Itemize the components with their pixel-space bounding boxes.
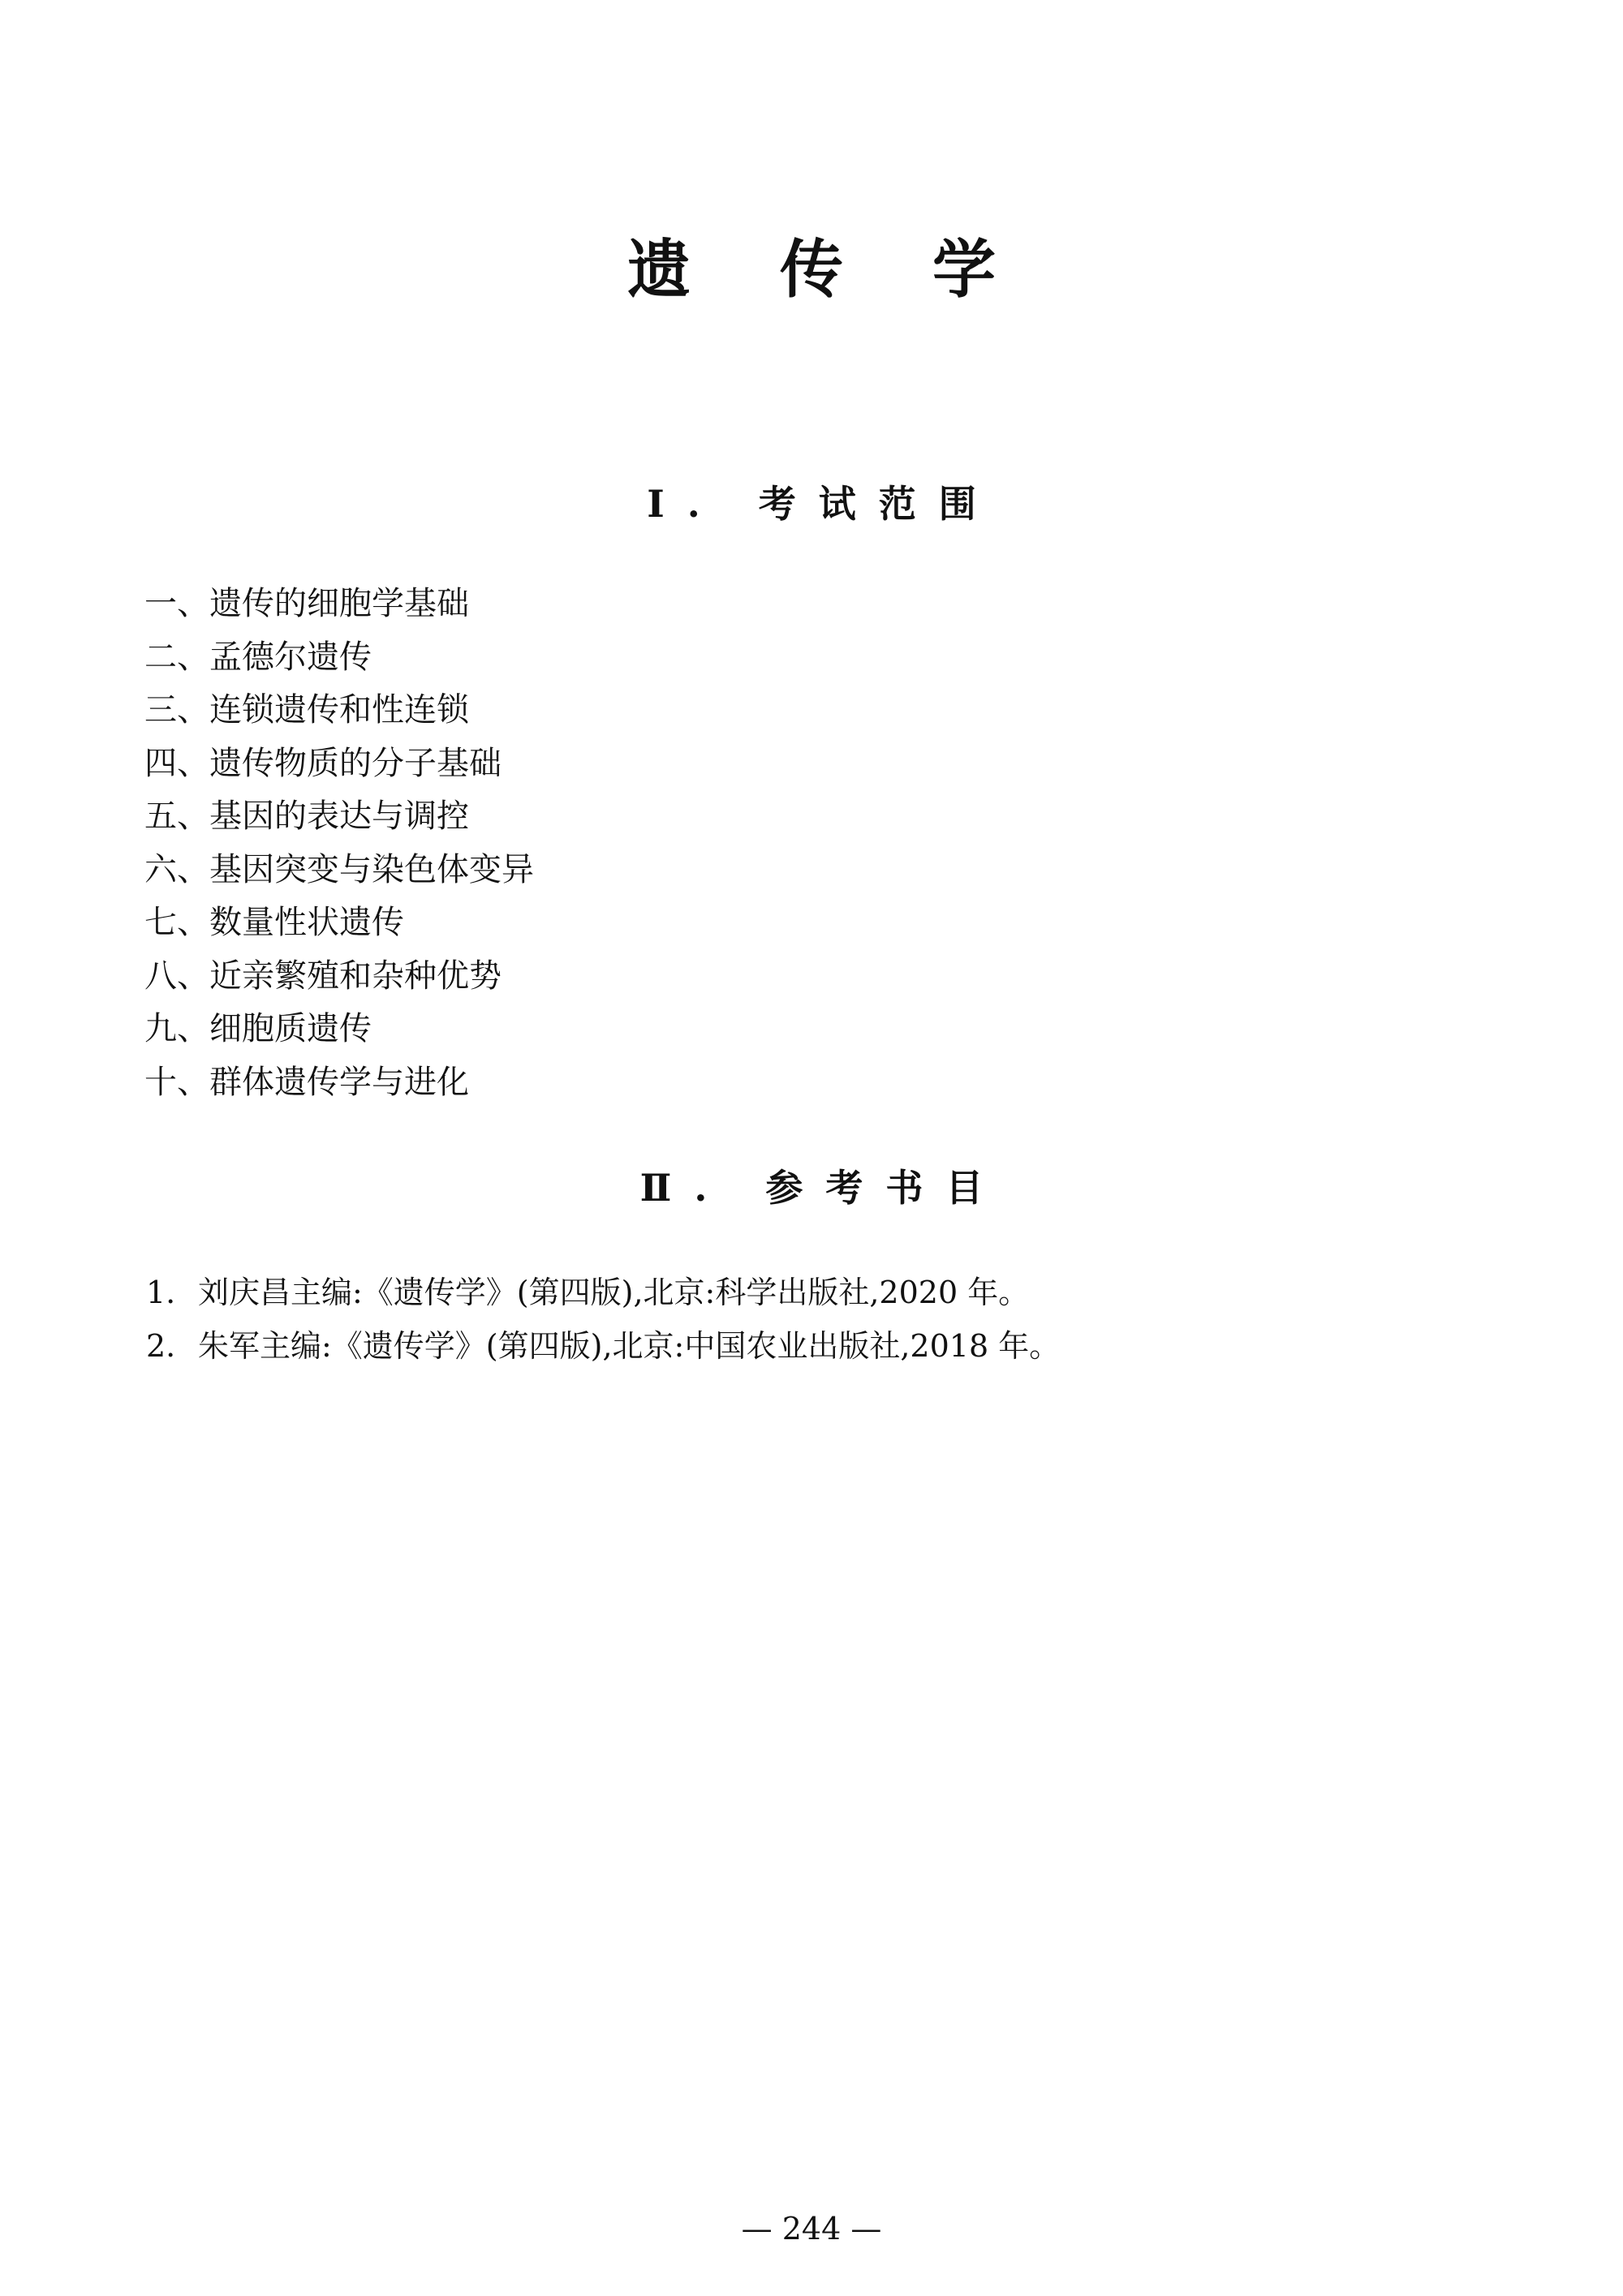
section-heading-exam-scope: Ⅰ. 考试范围	[647, 482, 999, 526]
list-item: 八、近亲繁殖和杂种优势	[144, 957, 502, 995]
reference-text: 刘庆昌主编:《遗传学》(第四版),北京:科学出版社,2020 年。	[198, 1275, 1030, 1310]
list-item: 三、连锁遗传和性连锁	[144, 691, 469, 729]
reference-list	[146, 1266, 1060, 1373]
reference-number: 1.	[146, 1275, 176, 1310]
list-item: 二、孟德尔遗传	[144, 638, 372, 676]
page-title: 遗传学	[626, 233, 1085, 307]
list-item: 九、细胞质遗传	[144, 1010, 372, 1047]
list-item: 六、基因突变与染色体变异	[144, 850, 534, 888]
reference-item	[146, 1319, 1060, 1373]
reference-item	[146, 1266, 1060, 1319]
page-number: — 244 —	[741, 2211, 882, 2247]
list-item: 七、数量性状遗传	[144, 904, 404, 941]
list-item: 四、遗传物质的分子基础	[144, 744, 502, 782]
list-item: 十、群体遗传学与进化	[144, 1063, 469, 1101]
list-item: 五、基因的表达与调控	[144, 798, 469, 835]
reference-number: 2.	[146, 1328, 176, 1364]
reference-text: 朱军主编:《遗传学》(第四版),北京:中国农业出版社,2018 年。	[198, 1328, 1061, 1364]
list-item: 一、遗传的细胞学基础	[144, 585, 469, 622]
section-heading-references: Ⅱ. 参考书目	[639, 1166, 1006, 1210]
exam-scope-list	[144, 578, 534, 1109]
